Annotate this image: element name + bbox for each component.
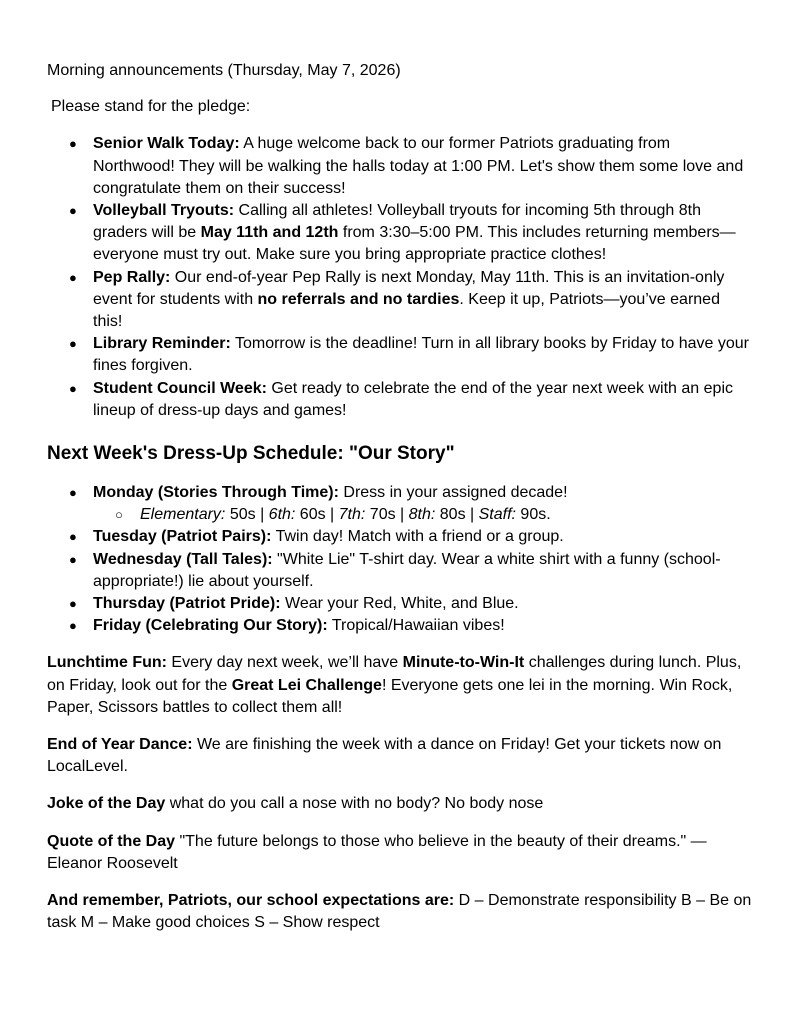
schedule-day-monday (47, 482, 752, 526)
announcement-text: from 3:30–5:00 PM. This includes returning members—everyone must try out. Make sure you bring appropriate practice clothes! (93, 224, 736, 264)
schedule-day-text: Tropical/Hawaiian vibes! (327, 617, 505, 635)
lunchtime-fun-paragraph (47, 652, 752, 719)
paragraph-label: Joke of the Day (47, 795, 166, 813)
announcement-text: Get ready to celebrate the end of the year next week with an epic lineup of dress-up days and games! (93, 379, 733, 419)
paragraph-text: We are finishing the week with a dance on Friday! Get your tickets now on LocalLevel. (47, 736, 722, 776)
schedule-day-friday (47, 615, 752, 637)
paragraph-text: what do you call a nose with no body? No body nose (165, 795, 544, 813)
grade-label: 7th: (338, 506, 366, 524)
paragraph-text: "The future belongs to those who believe in the beauty of their dreams." — Eleanor Roosevelt (47, 832, 707, 872)
paragraph-text: Every day next week, we’ll have (166, 654, 403, 672)
announcement-volleyball (47, 200, 752, 267)
decade-value: 90s. (515, 506, 551, 524)
announcement-text: Tomorrow is the deadline! Turn in all library books by Friday to have your fines forgiven. (93, 335, 749, 375)
document-title: Morning announcements (Thursday, May 7, 2026) (47, 62, 401, 79)
grade-label: 8th: (408, 506, 436, 524)
paragraph-text: D – Demonstrate responsibility B – Be on task M – Make good choices S – Show respect (47, 892, 752, 932)
announcement-label: Student Council Week: (93, 379, 267, 397)
minute-to-win-it: Minute-to-Win-It (402, 654, 525, 672)
dress-up-schedule-list (47, 482, 752, 637)
announcement-text: . Keep it up, Patriots—you’ve earned this! (93, 290, 720, 331)
schedule-day-label: Friday (Celebrating Our Story): (93, 617, 328, 635)
announcement-label: Volleyball Tryouts: (93, 202, 235, 220)
schedule-day-text: Wear your Red, White, and Blue. (280, 595, 519, 613)
paragraph-label: Lunchtime Fun: (47, 654, 167, 672)
announcement-library (47, 333, 752, 377)
quote-paragraph (47, 831, 752, 875)
paragraph-label: End of Year Dance: (47, 736, 193, 754)
pledge-line: Please stand for the pledge: (51, 98, 251, 116)
grade-label: Staff: (478, 506, 516, 524)
announcement-label: Senior Walk Today: (93, 135, 240, 153)
paragraph-text: ! Everyone gets one lei in the morning. Win Rock, Paper, Scissors battles to collect them all! (47, 676, 733, 716)
schedule-heading: Next Week's Dress-Up Schedule: "Our Story" (47, 443, 455, 465)
paragraph-label: Quote of the Day (47, 832, 176, 850)
paragraph-text: challenges during lunch. Plus, on Friday, look out for the (47, 654, 742, 694)
announcement-list (47, 133, 752, 422)
schedule-day-label: Tuesday (Patriot Pairs): (93, 528, 272, 546)
announcement-text: Calling all athletes! Volleyball tryouts for incoming 5th through 8th graders will be (93, 202, 702, 242)
decade-value: 60s | (295, 506, 339, 524)
schedule-day-tuesday (47, 526, 752, 548)
announcement-senior-walk (47, 133, 752, 200)
decade-assignment-list (93, 504, 752, 526)
decade-assignments (93, 504, 752, 526)
great-lei-challenge: Great Lei Challenge (231, 676, 382, 694)
decade-value: 70s | (365, 506, 409, 524)
eligibility-emphasis: no referrals and no tardies (257, 290, 460, 308)
grade-label: Elementary: (140, 506, 226, 524)
announcement-student-council (47, 378, 752, 422)
decade-value: 50s | (225, 506, 269, 524)
schedule-day-label: Thursday (Patriot Pride): (93, 595, 281, 613)
tryout-dates: May 11th and 12th (200, 224, 339, 242)
schedule-day-text: "White Lie" T-shirt day. Wear a white shirt with a funny (school-appropriate!) lie about yourself. (93, 550, 721, 590)
schedule-day-text: Twin day! Match with a friend or a group. (271, 528, 564, 546)
paragraph-label: And remember, Patriots, our school expectations are: (47, 892, 455, 910)
announcement-text: Our end-of-year Pep Rally is next Monday, May 11th. This is an invitation-only event for students with (93, 268, 725, 308)
schedule-day-text: Dress in your assigned decade! (338, 484, 568, 502)
announcement-pep-rally (47, 267, 752, 334)
schedule-day-wednesday (47, 549, 752, 593)
schedule-day-thursday (47, 593, 752, 615)
expectations-paragraph (47, 890, 752, 934)
decade-value: 80s | (435, 506, 479, 524)
announcement-text: A huge welcome back to our former Patriots graduating from Northwood! They will be walking the halls today at 1:00 PM. Let's show them some love and congratulate them on their success! (93, 135, 744, 197)
announcement-label: Library Reminder: (93, 335, 231, 353)
schedule-day-label: Wednesday (Tall Tales): (93, 550, 273, 568)
announcement-label: Pep Rally: (93, 268, 171, 286)
grade-label: 6th: (268, 506, 296, 524)
announcement-document (47, 60, 752, 935)
dance-paragraph (47, 734, 752, 778)
joke-paragraph (47, 793, 752, 815)
schedule-day-label: Monday (Stories Through Time): (93, 484, 339, 502)
